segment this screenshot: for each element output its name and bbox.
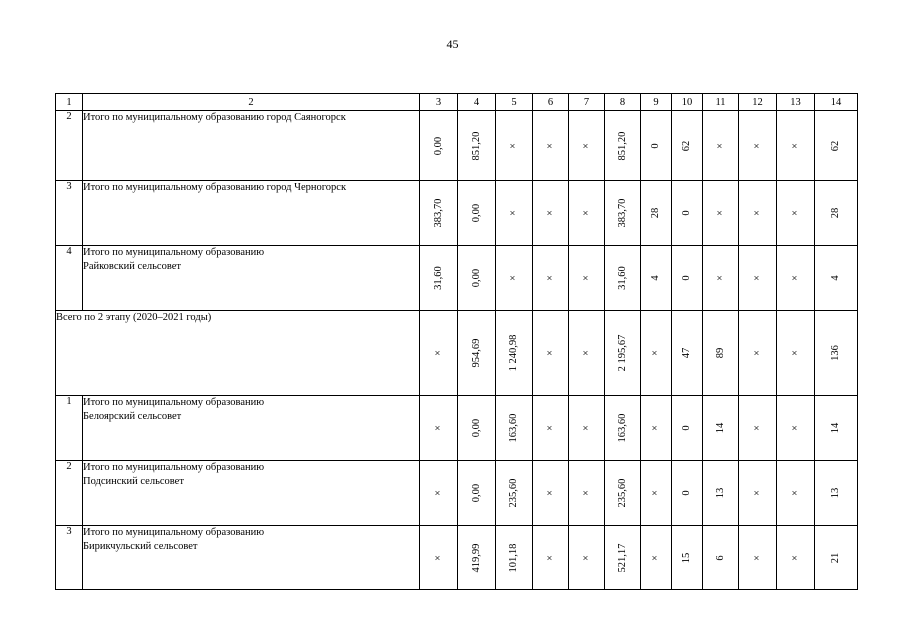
value-text: ×	[789, 425, 801, 431]
value-text: 15	[681, 552, 692, 563]
value-text: ×	[544, 425, 556, 431]
value-text: 383,70	[432, 198, 444, 228]
value-cell	[420, 461, 458, 526]
value-text: 13	[714, 487, 726, 499]
value-cell	[777, 526, 815, 590]
value-cell	[641, 181, 672, 246]
municipality-name	[83, 461, 420, 526]
municipality-name-line: Подсинский сельсовет	[83, 476, 184, 487]
column-header: 5	[496, 94, 533, 111]
value-cell	[420, 396, 458, 461]
column-header: 1	[56, 94, 83, 111]
value-cell	[496, 246, 533, 311]
municipality-name	[83, 111, 420, 181]
value-cell	[533, 461, 569, 526]
value-text: 851,20	[616, 131, 628, 160]
value-text: ×	[751, 142, 763, 149]
value-cell	[605, 246, 641, 311]
value-cell	[496, 396, 533, 461]
value-text: 31,60	[432, 266, 444, 290]
value-text: 0,00	[470, 203, 482, 223]
value-cell	[605, 311, 641, 396]
value-text: ×	[544, 210, 556, 216]
value-text: 521,17	[616, 543, 628, 572]
column-header: 14	[815, 94, 858, 111]
value-text: 163,60	[616, 413, 628, 443]
value-cell	[672, 526, 703, 590]
value-cell	[777, 396, 815, 461]
value-text: ×	[432, 490, 444, 496]
value-text: ×	[544, 275, 556, 281]
municipality-name-line: Итого по муниципальному образованию	[83, 247, 265, 258]
value-cell	[420, 526, 458, 590]
value-text: 0,00	[432, 136, 444, 155]
value-text: ×	[432, 425, 444, 431]
value-text: ×	[751, 210, 763, 216]
municipality-name	[83, 396, 420, 461]
value-text: ×	[580, 275, 592, 281]
value-text: 0,00	[470, 483, 482, 503]
value-text: ×	[580, 210, 592, 216]
value-text: 0	[681, 210, 692, 216]
value-cell	[672, 246, 703, 311]
data-table	[55, 93, 858, 590]
value-text: ×	[650, 490, 661, 496]
value-text: ×	[751, 275, 763, 281]
value-text: ×	[580, 554, 592, 561]
value-text: ×	[580, 350, 592, 356]
value-cell	[703, 396, 739, 461]
value-text: 419,99	[470, 543, 482, 572]
value-text: ×	[544, 142, 556, 149]
value-cell	[533, 181, 569, 246]
value-text: 31,60	[616, 266, 628, 290]
municipality-name-line: Райковский сельсовет	[83, 261, 181, 272]
value-text: 4	[650, 275, 661, 281]
value-text: 954,69	[470, 338, 482, 368]
value-cell	[777, 246, 815, 311]
table-row	[56, 526, 858, 590]
value-text: 14	[714, 422, 726, 434]
value-text: 4	[830, 275, 841, 281]
value-cell	[703, 111, 739, 181]
value-cell	[420, 111, 458, 181]
value-text: 0,00	[470, 268, 482, 288]
value-cell	[739, 111, 777, 181]
value-text: 101,18	[508, 543, 519, 572]
column-header: 8	[605, 94, 641, 111]
value-cell	[533, 526, 569, 590]
value-text: 47	[681, 347, 692, 359]
value-cell	[739, 461, 777, 526]
value-text: 136	[830, 345, 841, 361]
value-text: 2 195,67	[616, 334, 628, 372]
municipality-name-line: Итого по муниципальному образованию	[83, 397, 265, 408]
value-text: ×	[508, 142, 519, 149]
value-cell	[458, 311, 496, 396]
column-header: 11	[703, 94, 739, 111]
value-text: 235,60	[508, 478, 519, 508]
municipality-name-line: Итого по муниципальному образованию город Саяногорск	[83, 112, 346, 123]
total-row	[56, 311, 858, 396]
value-text: ×	[714, 142, 726, 149]
value-text: 13	[830, 487, 841, 499]
value-cell	[815, 181, 858, 246]
value-text: ×	[650, 425, 661, 431]
value-cell	[496, 461, 533, 526]
total-label	[56, 311, 420, 396]
value-cell	[458, 461, 496, 526]
total-label-line: Всего по 2 этапу (2020–2021 годы)	[56, 312, 212, 323]
value-cell	[672, 461, 703, 526]
row-number: 3	[56, 526, 83, 590]
value-cell	[739, 181, 777, 246]
value-text: ×	[508, 275, 519, 281]
value-cell	[605, 396, 641, 461]
municipality-name	[83, 526, 420, 590]
value-text: 851,20	[470, 131, 482, 160]
value-cell	[777, 111, 815, 181]
value-text: ×	[714, 210, 726, 216]
value-text: 62	[830, 140, 841, 151]
row-number: 1	[56, 396, 83, 461]
value-cell	[458, 111, 496, 181]
value-text: 0	[681, 275, 692, 281]
value-cell	[815, 396, 858, 461]
value-cell	[739, 396, 777, 461]
value-cell	[605, 111, 641, 181]
value-text: 21	[830, 552, 841, 563]
value-text: ×	[580, 142, 592, 149]
value-cell	[458, 181, 496, 246]
value-text: ×	[751, 350, 763, 356]
column-header: 3	[420, 94, 458, 111]
municipality-name-line: Белоярский сельсовет	[83, 411, 182, 422]
value-text: ×	[650, 554, 661, 561]
value-text: ×	[751, 490, 763, 496]
value-cell	[420, 311, 458, 396]
value-cell	[703, 311, 739, 396]
value-cell	[533, 396, 569, 461]
municipality-name-line: Итого по муниципальному образованию	[83, 462, 265, 473]
value-cell	[569, 526, 605, 590]
value-cell	[703, 526, 739, 590]
value-cell	[458, 526, 496, 590]
value-cell	[569, 396, 605, 461]
value-text: ×	[580, 490, 592, 496]
value-cell	[815, 111, 858, 181]
column-header: 12	[739, 94, 777, 111]
value-cell	[420, 181, 458, 246]
value-text: 383,70	[616, 198, 628, 228]
value-text: 6	[714, 554, 726, 561]
value-cell	[569, 246, 605, 311]
value-cell	[458, 246, 496, 311]
value-text: 1 240,98	[508, 334, 519, 372]
municipality-name	[83, 181, 420, 246]
value-text: ×	[789, 490, 801, 496]
column-header: 9	[641, 94, 672, 111]
municipality-name-line: Бирикчульский сельсовет	[83, 541, 198, 552]
value-text: 62	[681, 140, 692, 151]
row-number: 2	[56, 461, 83, 526]
table-row	[56, 396, 858, 461]
value-cell	[641, 111, 672, 181]
value-text: ×	[789, 350, 801, 356]
value-cell	[672, 111, 703, 181]
value-cell	[815, 311, 858, 396]
column-header: 13	[777, 94, 815, 111]
value-cell	[739, 526, 777, 590]
value-cell	[815, 461, 858, 526]
value-text: ×	[751, 425, 763, 431]
value-text: ×	[432, 554, 444, 561]
value-text: ×	[789, 275, 801, 281]
value-text: 14	[830, 422, 841, 434]
value-cell	[569, 111, 605, 181]
value-cell	[569, 181, 605, 246]
value-text: 28	[830, 207, 841, 219]
value-cell	[496, 526, 533, 590]
row-number: 2	[56, 111, 83, 181]
value-cell	[605, 461, 641, 526]
value-text: 163,60	[508, 413, 519, 443]
value-cell	[641, 311, 672, 396]
column-header: 2	[83, 94, 420, 111]
value-cell	[672, 181, 703, 246]
column-header: 7	[569, 94, 605, 111]
value-cell	[533, 246, 569, 311]
table-row	[56, 181, 858, 246]
value-cell	[458, 396, 496, 461]
value-cell	[703, 246, 739, 311]
value-text: ×	[789, 554, 801, 561]
value-text: ×	[751, 554, 763, 561]
column-header: 10	[672, 94, 703, 111]
value-cell	[815, 526, 858, 590]
value-cell	[739, 246, 777, 311]
municipality-name-line: Итого по муниципальному образованию	[83, 527, 265, 538]
value-cell	[496, 111, 533, 181]
value-text: 0	[681, 425, 692, 431]
value-cell	[777, 311, 815, 396]
value-cell	[703, 461, 739, 526]
value-text: ×	[650, 350, 661, 356]
value-text: 0,00	[470, 418, 482, 438]
column-header: 4	[458, 94, 496, 111]
row-number: 3	[56, 181, 83, 246]
value-cell	[569, 311, 605, 396]
value-cell	[496, 181, 533, 246]
table-row	[56, 461, 858, 526]
value-cell	[605, 181, 641, 246]
value-cell	[420, 246, 458, 311]
value-text: ×	[544, 554, 556, 561]
municipality-name	[83, 246, 420, 311]
value-text: 0	[650, 142, 661, 149]
value-text: ×	[544, 490, 556, 496]
value-cell	[569, 461, 605, 526]
value-text: ×	[714, 275, 726, 281]
value-text: ×	[508, 210, 519, 216]
value-cell	[672, 396, 703, 461]
value-cell	[496, 311, 533, 396]
value-text: 89	[714, 347, 726, 359]
value-cell	[777, 181, 815, 246]
municipality-name-line: Итого по муниципальному образованию город Черногорск	[83, 182, 347, 193]
value-cell	[672, 311, 703, 396]
value-text: 235,60	[616, 478, 628, 508]
value-text: 0	[681, 490, 692, 496]
value-cell	[641, 396, 672, 461]
value-cell	[641, 246, 672, 311]
value-cell	[605, 526, 641, 590]
value-cell	[533, 111, 569, 181]
value-cell	[777, 461, 815, 526]
value-cell	[739, 311, 777, 396]
value-cell	[641, 461, 672, 526]
value-text: ×	[544, 350, 556, 356]
value-text: ×	[789, 210, 801, 216]
row-number: 4	[56, 246, 83, 311]
value-cell	[641, 526, 672, 590]
column-header: 6	[533, 94, 569, 111]
value-cell	[703, 181, 739, 246]
value-text: ×	[580, 425, 592, 431]
value-text: ×	[432, 350, 444, 356]
table-header-row	[56, 94, 858, 111]
value-cell	[533, 311, 569, 396]
value-cell	[815, 246, 858, 311]
value-text: 28	[650, 207, 661, 219]
value-text: ×	[789, 142, 801, 149]
table-row	[56, 111, 858, 181]
page-number: 45	[446, 37, 459, 51]
table-row	[56, 246, 858, 311]
